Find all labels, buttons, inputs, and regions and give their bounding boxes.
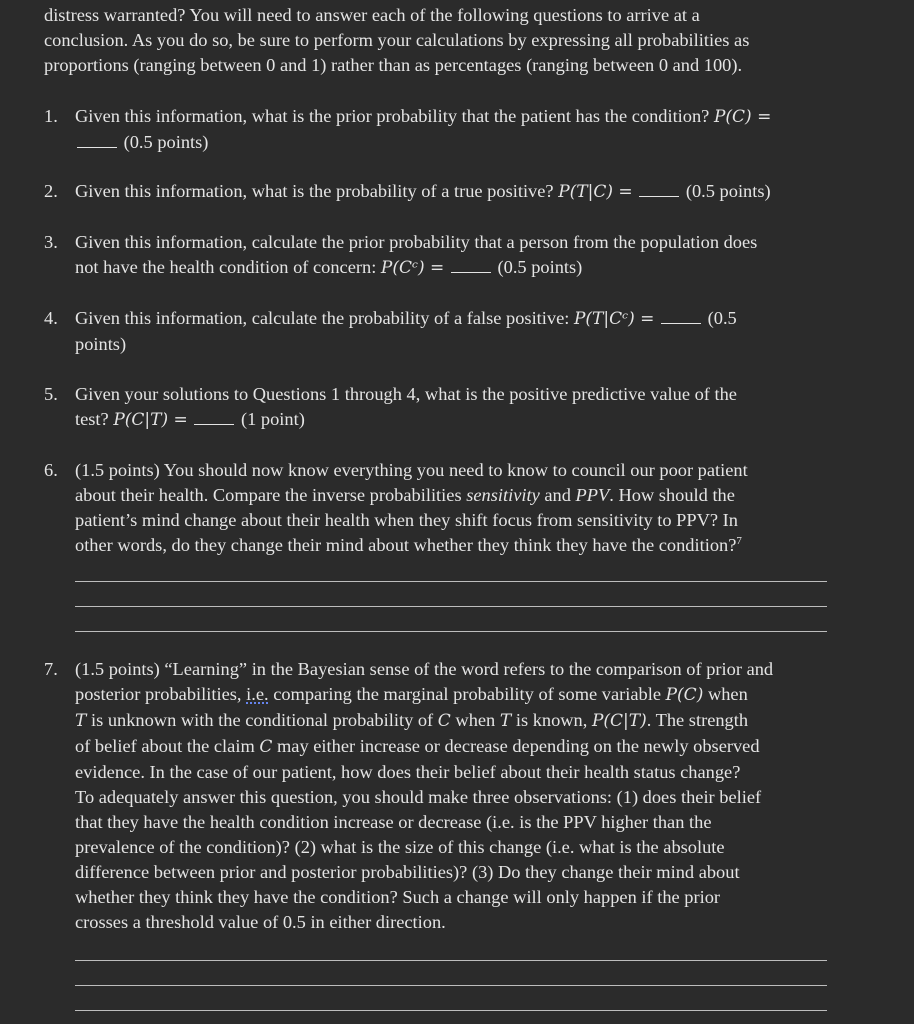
question-7 (44, 657, 844, 935)
question-math: P(C) (665, 685, 704, 705)
question-line: other words, do they change their mind about whether they think they have the condition? (75, 535, 737, 555)
question-line: about their health. Compare the inverse probabilities (75, 485, 462, 505)
question-math: T (75, 711, 87, 731)
question-math: P(Cᶜ) = (380, 258, 445, 278)
question-text: Given your solutions to Questions 1 through 4, what is the positive predictive value of the (75, 384, 737, 404)
question-points: (0.5 points) (685, 181, 771, 201)
question-fragment: of belief about the claim (75, 736, 255, 756)
question-fragment: when (707, 684, 748, 704)
answer-blank[interactable] (194, 410, 234, 425)
question-2 (44, 179, 844, 205)
term-ppv: PPV (575, 485, 610, 505)
question-math: C (437, 711, 451, 731)
question-line: To adequately answer this question, you should make three observations: (1) does their belief (75, 787, 762, 807)
question-fragment: posterior probabilities, (75, 684, 242, 704)
question-line: patient’s mind change about their health when they shift focus from sensitivity to PPV? In (75, 510, 738, 530)
question-math: P(T|Cᶜ) = (573, 309, 655, 329)
question-fragment: may either increase or decrease depending on the newly observed (276, 736, 760, 756)
document-page (44, 3, 844, 1011)
question-number: 1. (44, 106, 58, 126)
term-sensitivity: sensitivity (466, 485, 540, 505)
question-math: P(T|C) = (558, 182, 633, 202)
question-4 (44, 306, 844, 357)
question-line: whether they think they have the condition? Such a change will only happen if the prior (75, 887, 721, 907)
question-text: Given this information, what is the probability of a true positive? (75, 181, 554, 201)
question-fragment: is known, (515, 710, 588, 730)
question-number: 2. (44, 181, 58, 201)
answer-blank[interactable] (451, 258, 491, 273)
answer-line[interactable] (75, 1010, 827, 1011)
question-number: 4. (44, 308, 58, 328)
question-points: (0.5 (707, 308, 737, 328)
question-line: . How should the (609, 485, 735, 505)
question-fragment: is unknown with the conditional probability of (90, 710, 434, 730)
question-line: crosses a threshold value of 0.5 in either direction. (75, 912, 446, 932)
question-line: that they have the health condition increase or decrease (i.e. is the PPV higher than the (75, 812, 712, 832)
question-fragment: when (455, 710, 496, 730)
question-word: and (544, 485, 571, 505)
question-1 (44, 104, 844, 155)
question-text-continued: not have the health condition of concern: (75, 257, 377, 277)
question-5 (44, 382, 844, 433)
question-number: 5. (44, 384, 58, 404)
answer-blank[interactable] (661, 309, 701, 324)
question-math: P(C|T) (591, 711, 647, 731)
intro-paragraph (44, 3, 844, 78)
answer-blank[interactable] (639, 182, 679, 197)
question-fragment: . The strength (646, 710, 749, 730)
question-line: (1.5 points) “Learning” in the Bayesian sense of the word refers to the comparison of prior and (75, 659, 774, 679)
question-math: P(C) = (713, 107, 772, 127)
question-points-continued: points) (75, 334, 127, 354)
question-points: (1 point) (240, 409, 305, 429)
question-number: 7. (44, 659, 58, 679)
question-math: T (499, 711, 512, 731)
answer-line[interactable] (75, 631, 827, 632)
question-3 (44, 230, 844, 281)
question-text: Given this information, what is the prior probability that the patient has the condition? (75, 106, 710, 126)
question-line: (1.5 points) You should now know everything you need to know to council our poor patient (75, 460, 748, 480)
question-line: difference between prior and posterior probabilities)? (3) Do they change their mind about (75, 862, 740, 882)
question-fragment: comparing the marginal probability of some variable (273, 684, 661, 704)
question-6 (44, 458, 844, 558)
question-math: C (259, 737, 273, 757)
question-number: 3. (44, 232, 58, 252)
ie-abbrev: i.e. (246, 684, 269, 704)
intro-line-2: conclusion. As you do so, be sure to perform your calculations by expressing all probabilities as (44, 30, 750, 50)
question-line: prevalence of the condition)? (2) what is the size of this change (i.e. what is the absolute (75, 837, 725, 857)
question-text-continued: test? (75, 409, 109, 429)
answer-blank[interactable] (77, 133, 117, 148)
question-line: evidence. In the case of our patient, how does their belief about their health status change? (75, 762, 741, 782)
intro-line-3: proportions (ranging between 0 and 1) rather than as percentages (ranging between 0 and 100). (44, 55, 743, 75)
question-number: 6. (44, 460, 58, 480)
question-points: (0.5 points) (497, 257, 583, 277)
question-text: Given this information, calculate the probability of a false positive: (75, 308, 570, 328)
question-points: (0.5 points) (123, 132, 209, 152)
question-text: Given this information, calculate the prior probability that a person from the population does (75, 232, 758, 252)
question-math: P(C|T) = (113, 410, 188, 430)
footnote-marker: 7 (736, 534, 742, 547)
intro-line-1: distress warranted? You will need to answer each of the following questions to arrive at a (44, 5, 700, 25)
